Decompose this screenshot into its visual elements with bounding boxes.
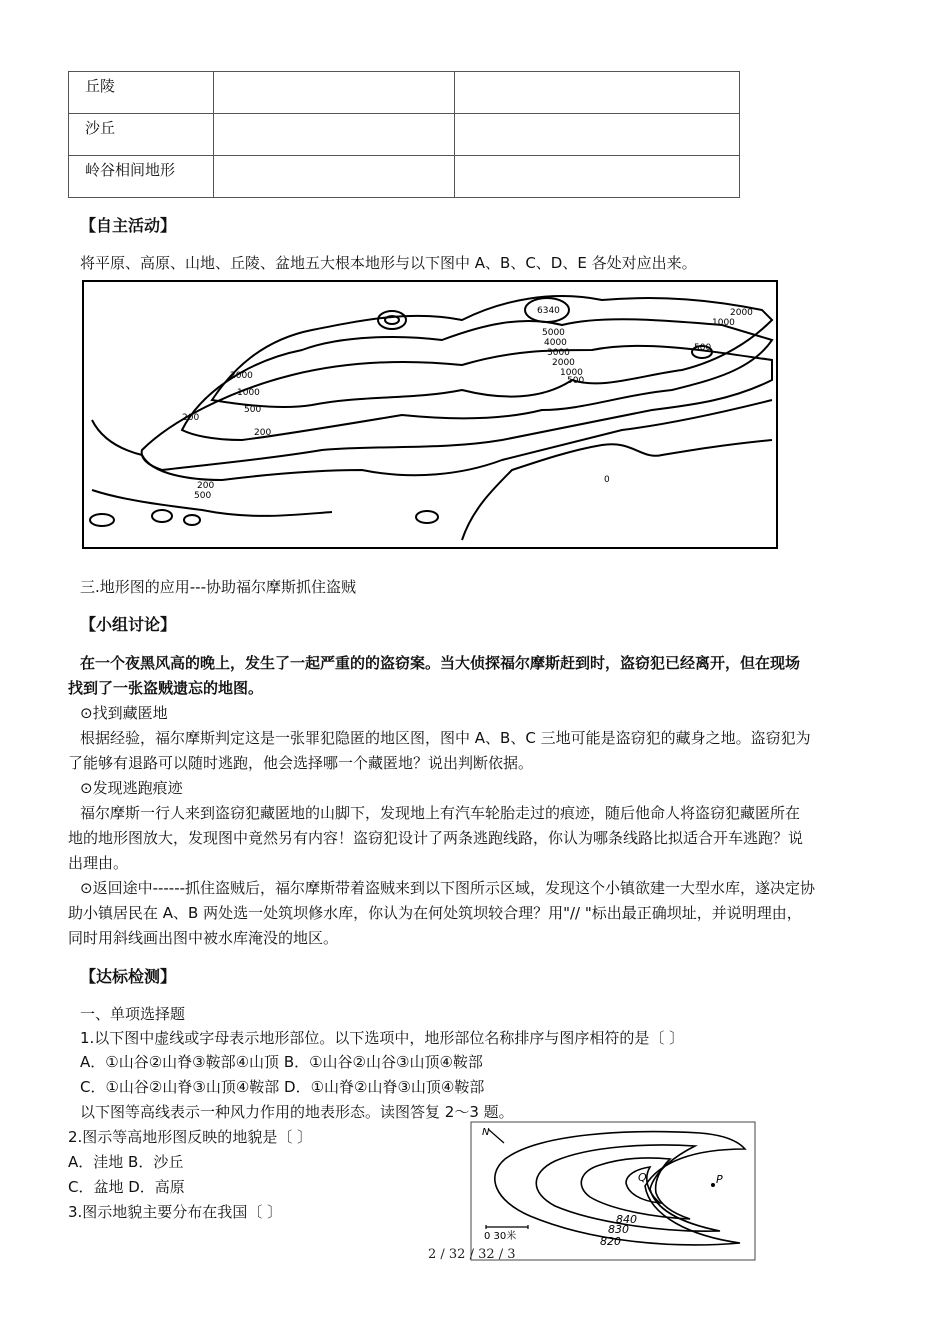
discussion-heading: 【小组讨论】 [80,615,177,634]
paragraph: 根据经验，福尔摩斯判定这是一张罪犯隐匿的地区图，图中 A、B、C 三地可能是盗窃犯的藏身之地。盗窃犯为 [80,729,811,747]
question-options: C．盆地 D．高原 [68,1178,185,1196]
contour-label: 200 [254,428,272,438]
table-cell [214,72,455,114]
table-cell [455,114,740,156]
table-cell: 沙丘 [69,114,214,156]
contour-label: 2000 [230,371,253,381]
table-cell: 岭谷相间地形 [69,156,214,198]
question-options: A．洼地 B．沙丘 [68,1153,184,1171]
table-cell [214,114,455,156]
test-part: 一、单项选择题 [80,1005,186,1023]
page-number: 2 / 32 / 32 / 3 [428,1247,516,1262]
contour-label: 500 [194,491,212,501]
paragraph: 出理由。 [68,854,129,872]
contour-label: 0 [604,475,610,485]
paragraph: 了能够有退路可以随时逃跑，他会选择哪一个藏匿地？说出判断依据。 [68,754,534,772]
contour-label: 1000 [237,388,260,398]
table-cell [455,156,740,198]
table-row [69,114,740,156]
contour-label: 1000 [560,368,583,378]
discussion-intro: 在一个夜黑风高的晚上，发生了一起严重的的盗窃案。当大侦探福尔摩斯赶到时，盗窃犯已经离开，但在现场 [80,654,801,672]
scale-label: 0 30米 [484,1231,517,1242]
contour-label: 840 [616,1213,637,1226]
question: 1.以下图中虚线或字母表示地形部位。以下选项中，地形部位名称排序与图序相符的是〔 〕 [80,1029,685,1047]
item-title: ⊙发现逃跑痕迹 [80,779,183,797]
paragraph: 助小镇居民在 A、B 两处选一处筑坝修水库，你认为在何处筑坝较合理？用"// "标出最正确坝址，并说明理由， [68,904,802,922]
point-p-label: P [716,1173,723,1186]
item-title: ⊙找到藏匿地 [80,704,168,722]
activity-instruction: 将平原、高原、山地、丘陵、盆地五大根本地形与以下图中 A、B、C、D、E 各处对应出来。 [80,254,697,272]
question-options: A．①山谷②山脊③鞍部④山顶 B．①山谷②山谷③山顶④鞍部 [80,1053,483,1071]
contour-label: 500 [567,376,585,386]
contour-label: 830 [608,1223,629,1236]
question: 3.图示地貌主要分布在我国〔 〕 [68,1203,283,1221]
contour-label: 500 [694,343,712,353]
dune-figure [470,1121,756,1261]
north-arrow-label: N [482,1127,490,1138]
question-intro: 以下图等高线表示一种风力作用的地表形态。读图答复 2～3 题。 [80,1103,514,1121]
test-heading: 【达标检测】 [80,967,177,986]
question: 2.图示等高地形图反映的地貌是〔 〕 [68,1128,313,1146]
contour-label: 2000 [552,358,575,368]
contour-label: 3000 [547,348,570,358]
contour-label: 6340 [537,306,560,316]
table-cell [214,156,455,198]
discussion-intro: 找到了一张盗贼遗忘的地图。 [68,679,264,697]
contour-label: 820 [600,1235,621,1248]
point-q-label: Q [638,1171,647,1184]
contour-label: 200 [197,481,215,491]
table-row [69,156,740,198]
contour-label: 2000 [730,308,753,318]
table-cell: 丘陵 [69,72,214,114]
point-p-marker [711,1183,715,1187]
table-row [69,72,740,114]
contour-label: 1000 [712,318,735,328]
paragraph: 福尔摩斯一行人来到盗窃犯藏匿地的山脚下，发现地上有汽车轮胎走过的痕迹，随后他命人将盗窃犯藏匿所在 [80,804,801,822]
contour-label: 5000 [542,328,565,338]
paragraph: 地的地形图放大，发现图中竟然另有内容！盗窃犯设计了两条逃跑线路，你认为哪条线路比拟适合开车逃跑？说 [68,829,804,847]
contour-map [82,280,778,550]
activity-heading: 【自主活动】 [80,216,177,235]
contour-label: 4000 [544,338,567,348]
terrain-table [68,71,740,198]
paragraph: 同时用斜线画出图中被水库淹没的地区。 [68,929,339,947]
question-options: C．①山谷②山脊③山顶④鞍部 D．①山脊②山脊③山顶④鞍部 [80,1078,485,1096]
section-three-title: 三.地形图的应用---协助福尔摩斯抓住盗贼 [80,578,357,596]
table-cell [455,72,740,114]
contour-label: 200 [182,413,200,423]
paragraph: ⊙返回途中------抓住盗贼后，福尔摩斯带着盗贼来到以下图所示区域，发现这个小镇欲建一大型水库，遂决定协 [80,879,816,897]
contour-label: 500 [244,405,262,415]
